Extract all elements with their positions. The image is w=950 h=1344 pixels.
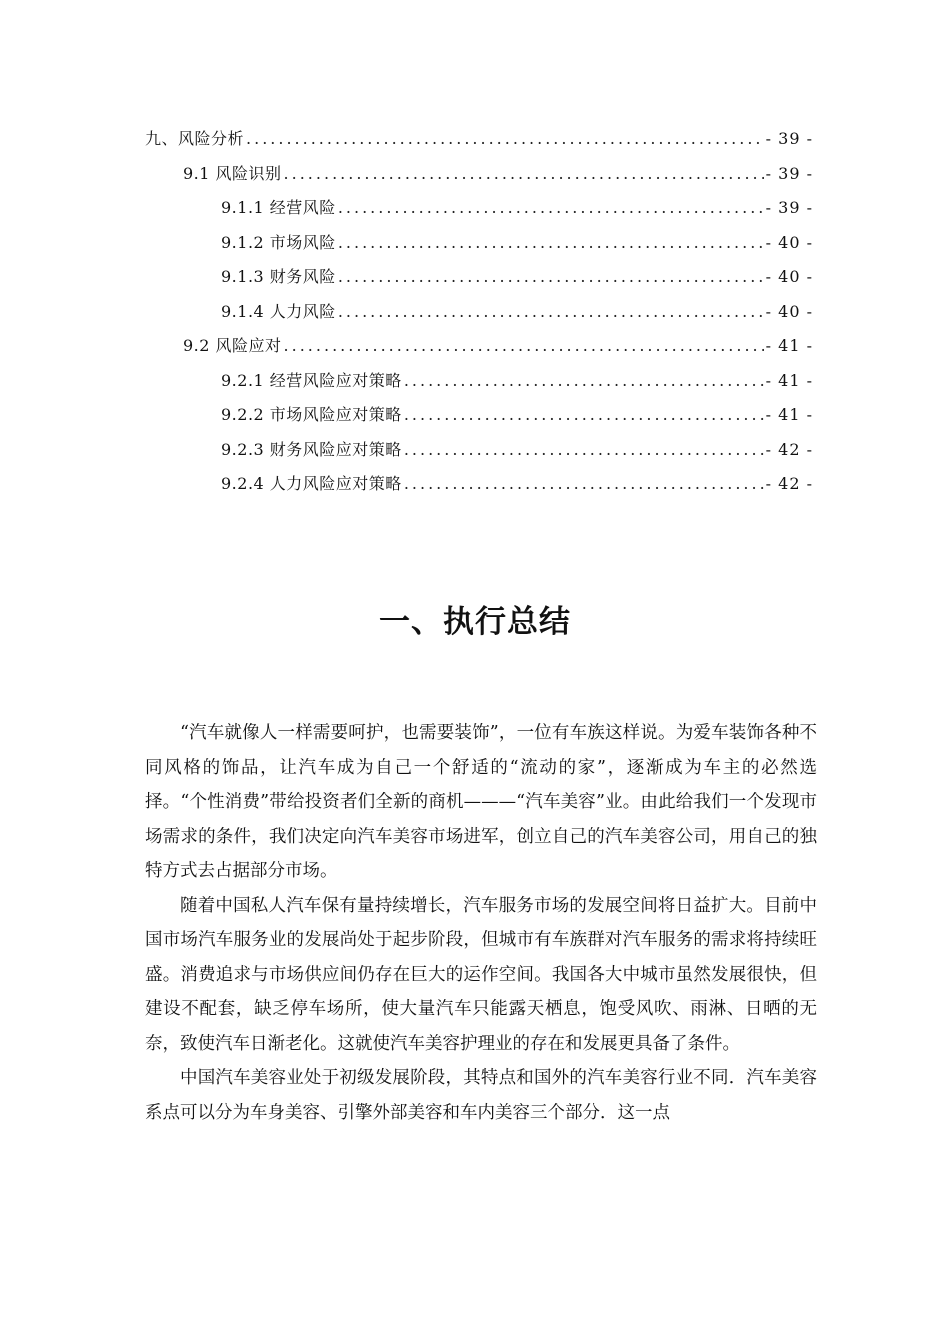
toc-entry[interactable] bbox=[221, 195, 813, 221]
toc-entry-label: 9.1.3 财务风险 bbox=[221, 267, 336, 286]
toc-entry-page: - 40 - bbox=[765, 302, 813, 321]
toc-entry-label: 9.2.3 财务风险应对策略 bbox=[221, 440, 402, 459]
toc-entry-label: 9.1.2 市场风险 bbox=[221, 233, 336, 252]
toc-leader-dots bbox=[338, 267, 764, 286]
toc-entry[interactable] bbox=[221, 264, 813, 290]
toc-leader-dots bbox=[338, 302, 764, 321]
section-heading: 一、执行总结 bbox=[379, 604, 571, 640]
toc-entry[interactable] bbox=[221, 230, 813, 256]
toc-entry-page: - 40 - bbox=[765, 267, 813, 286]
toc-entry-page: - 42 - bbox=[765, 440, 813, 459]
toc-leader-dots bbox=[404, 474, 764, 493]
toc-entry-label: 9.1 风险识别 bbox=[183, 164, 282, 183]
toc-entry[interactable] bbox=[145, 126, 813, 152]
paragraph: “汽车就像人一样需要呵护，也需要装饰”，一位有车族这样说。为爱车装饰各种不同风格的饰品，让汽车成为自己一个舒适的“流动的家”，逐渐成为车主的必然选择。“个性消费”带给投资者们全新的商机———“汽车美容”业。由此给我们一个发现市场需求的条件，我们决定向汽车美容市场进军，创立自己的汽车美容公司，用自己的独特方式去占据部分市场。 bbox=[145, 723, 817, 881]
toc-entry[interactable] bbox=[221, 402, 813, 428]
toc-entry-page: - 41 - bbox=[765, 336, 813, 355]
toc-entry-page: - 41 - bbox=[765, 405, 813, 424]
toc-leader-dots bbox=[404, 440, 764, 459]
paragraph: 随着中国私人汽车保有量持续增长，汽车服务市场的发展空间将日益扩大。目前中国市场汽车服务业的发展尚处于起步阶段，但城市有车族群对汽车服务的需求将持续旺盛。消费追求与市场供应间仍存在巨大的运作空间。我国各大中城市虽然发展很快，但建设不配套，缺乏停车场所，使大量汽车只能露天栖息，饱受风吹、雨淋、日晒的无奈，致使汽车日渐老化。这就使汽车美容护理业的存在和发展更具备了条件。 bbox=[145, 895, 817, 1054]
toc-entry-page: - 42 - bbox=[765, 474, 813, 493]
toc-entry-label: 9.2 风险应对 bbox=[183, 336, 282, 355]
toc-entry[interactable] bbox=[183, 333, 813, 359]
toc-entry[interactable] bbox=[221, 368, 813, 394]
toc-entry-label: 9.2.2 市场风险应对策略 bbox=[221, 405, 402, 424]
toc-leader-dots bbox=[404, 405, 764, 424]
toc-entry[interactable] bbox=[221, 299, 813, 325]
toc-entry-page: - 40 - bbox=[765, 233, 813, 252]
toc-entry-label: 九、风险分析 bbox=[145, 129, 245, 148]
toc-entry-label: 9.2.1 经营风险应对策略 bbox=[221, 371, 402, 390]
toc-leader-dots bbox=[284, 164, 764, 183]
toc-entry-label: 9.1.1 经营风险 bbox=[221, 198, 336, 217]
toc-leader-dots bbox=[284, 336, 764, 355]
toc-entry-label: 9.2.4 人力风险应对策略 bbox=[221, 474, 402, 493]
paragraph: 中国汽车美容业处于初级发展阶段，其特点和国外的汽车美容行业不同．汽车美容系点可以分为车身美容、引擎外部美容和车内美容三个部分．这一点 bbox=[145, 1068, 817, 1123]
toc-leader-dots bbox=[338, 198, 764, 217]
toc-entry-page: - 39 - bbox=[765, 164, 813, 183]
toc-leader-dots bbox=[404, 371, 764, 390]
toc-entry[interactable] bbox=[221, 471, 813, 497]
toc-entry-label: 9.1.4 人力风险 bbox=[221, 302, 336, 321]
toc-entry-page: - 39 - bbox=[765, 198, 813, 217]
toc-entry-page: - 41 - bbox=[765, 371, 813, 390]
toc-entry[interactable] bbox=[183, 161, 813, 187]
section-body bbox=[145, 716, 817, 1130]
toc-entry[interactable] bbox=[221, 437, 813, 463]
toc-leader-dots bbox=[338, 233, 764, 252]
toc-entry-page: - 39 - bbox=[765, 129, 813, 148]
toc-leader-dots bbox=[246, 129, 764, 148]
